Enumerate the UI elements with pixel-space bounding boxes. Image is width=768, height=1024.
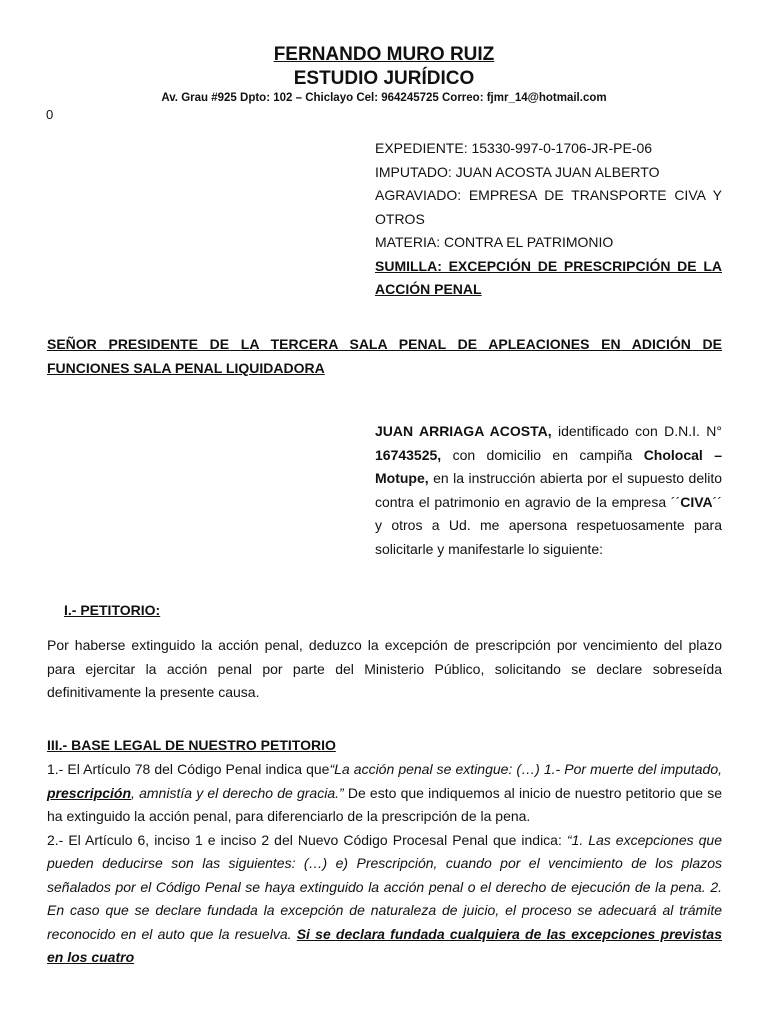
section-petitorio-heading: I.- PETITORIO: xyxy=(64,602,161,618)
case-imputado: IMPUTADO: JUAN ACOSTA JUAN ALBERTO xyxy=(375,163,660,180)
intro-text-2: con domicilio en campiña xyxy=(441,446,644,463)
highlight-clause: Si se declara fundada cualquiera de las excepciones previstas en los cuatro xyxy=(47,925,723,965)
firm-contact-line: Av. Grau #925 Dpto: 102 – Chiclayo Cel: 964245725 Correo: fjmr_14@hotmail.com xyxy=(161,92,607,104)
legal-point-2: 2.- El Artículo 6, inciso 1 e inciso 2 del Nuevo Código Procesal Penal que indica: “1. Las excepciones que pueden deducirse son las siguientes: (…) e) Prescripción, cuando por el vencimiento de los plazos señalados por el Código Penal se haya extinguido la acción penal o el derecho de ejecución de la pena. 2. En caso que se declare fundada la excepción de naturaleza de juicio, el proceso se adecuará al trámite reconocido en el auto que la resuelva. Si se declara fundada cualquiera de las excepciones previstas en los cuatro xyxy=(47,831,723,965)
applicant-place: Cholocal – Motupe, xyxy=(375,446,722,486)
section-base-legal-body xyxy=(47,758,722,970)
case-materia: MATERIA: CONTRA EL PATRIMONIO xyxy=(375,234,614,250)
case-agraviado: AGRAVIADO: EMPRESA DE TRANSPORTE CIVA Y OTROS xyxy=(375,187,722,227)
legal-point-1: 1.- El Artículo 78 del Código Penal indica que“La acción penal se extingue: (…) 1.- Por muerte del imputado, prescripción, amnistía y el derecho de gracia.” De esto que indiquemos al inicio de nuestro petitorio que se ha extinguido la acción penal, para diferenciarlo de la prescripción de la pena. xyxy=(47,761,722,824)
court-addressee: SEÑOR PRESIDENTE DE LA TERCERA SALA PENAL DE APLEACIONES EN ADICIÓN DE FUNCIONES SALA PENAL LIQUIDADORA xyxy=(47,336,722,376)
intro-paragraph xyxy=(375,420,722,561)
case-expediente: EXPEDIENTE: 15330-997-0-1706-JR-PE-06 xyxy=(375,140,653,156)
intro-text-3: en la instrucción abierta por el supuesto delito contra el patrimonio en agravio de la empresa ´´ xyxy=(375,470,722,510)
prescripcion-term: prescripción xyxy=(47,784,132,801)
stray-character: 0 xyxy=(46,107,54,122)
intro-text-4: ´´ y otros a Ud. me apersona respetuosamente para solicitarle y manifestarle lo siguiente: xyxy=(375,493,722,557)
case-info-block xyxy=(375,137,722,302)
section-petitorio-text: Por haberse extinguido la acción penal, deduzco la excepción de prescripción por vencimiento del plazo para ejercitar la acción penal por parte del Ministerio Público, solicitando se declare sobreseída definitivamente la presente causa. xyxy=(47,637,722,700)
intro-text-1: identificado con D.N.I. N° xyxy=(551,423,722,439)
company-civa: CIVA xyxy=(680,493,713,510)
applicant-dni: 16743525, xyxy=(375,446,442,463)
case-sumilla: SUMILLA: EXCEPCIÓN DE PRESCRIPCIÓN DE LA ACCIÓN PENAL xyxy=(375,257,722,297)
firm-title: ESTUDIO JURÍDICO xyxy=(293,68,475,89)
applicant-name: JUAN ARRIAGA ACOSTA, xyxy=(375,423,552,439)
section-base-legal-heading: III.- BASE LEGAL DE NUESTRO PETITORIO xyxy=(47,737,336,753)
firm-owner-name: FERNANDO MURO RUIZ xyxy=(273,44,495,65)
